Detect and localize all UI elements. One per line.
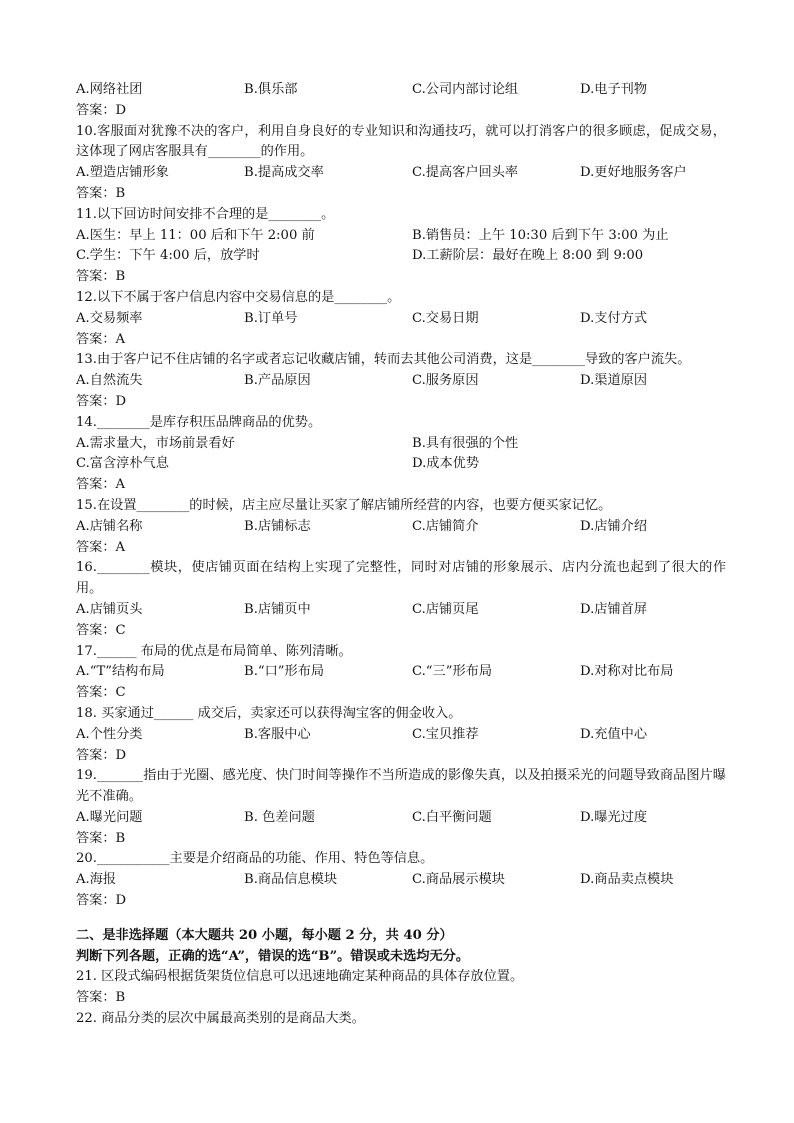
option-b: B.店铺标志 xyxy=(244,518,311,534)
option-a: A.曝光问题 xyxy=(76,809,143,825)
question-text: 16.________模块，使店铺页面在结构上实现了完整性，同时对店铺的形象展示、店内分流也起到了很大的作用。 xyxy=(76,560,726,597)
option: A.需求量大，市场前景看好 xyxy=(76,435,235,451)
answer: 答案：B xyxy=(76,990,126,1006)
option-c: C.交易日期 xyxy=(412,310,479,326)
answer: 答案：D xyxy=(76,747,127,763)
option-a: A.海报 xyxy=(76,872,117,888)
answer: 答案：B xyxy=(76,269,126,285)
option-c: C.“三”形布局 xyxy=(412,664,493,680)
option-row xyxy=(76,434,726,455)
answer: 答案：B xyxy=(76,830,126,846)
option-c: C.提高客户回头率 xyxy=(412,165,519,181)
option: B.具有很强的个性 xyxy=(412,435,519,451)
answer: 答案：D xyxy=(76,393,127,409)
option-c: C.商品展示模块 xyxy=(412,872,505,888)
exam-page xyxy=(76,80,726,1030)
section-heading: 二、是非选择题（本大题共 20 小题，每小题 2 分，共 40 分） xyxy=(76,927,453,943)
question-text: 15.在设置________的时候，店主应尽量让买家了解店铺所经营的内容，也要方便买家记忆。 xyxy=(76,497,612,513)
question-text: 10.客服面对犹豫不决的客户，利用自身良好的专业知识和沟通技巧，就可以打消客户的很多顾虑，促成交易，这体现了网店客服具有________的作用。 xyxy=(76,123,726,160)
option: D.成本优势 xyxy=(412,456,480,472)
option-a: A.网络社团 xyxy=(76,82,143,97)
option-b: B.产品原因 xyxy=(244,373,311,389)
answer: 答案：A xyxy=(76,331,126,347)
option-d: D.充值中心 xyxy=(580,726,648,742)
option-c: C.店铺页尾 xyxy=(412,601,479,617)
answer: 答案：A xyxy=(76,477,126,493)
option-d: D.渠道原因 xyxy=(580,373,648,389)
answer: 答案：A xyxy=(76,539,126,555)
option-d: D.店铺介绍 xyxy=(580,518,648,534)
option: D.工薪阶层：最好在晚上 8:00 到 9:00 xyxy=(412,248,644,264)
option-c: C.店铺简介 xyxy=(412,518,479,534)
answer: 答案：B xyxy=(76,185,126,201)
question-text: 21. 区段式编码根据货架货位信息可以迅速地确定某种商品的具体存放位置。 xyxy=(76,969,524,985)
option-b: B.“口”形布局 xyxy=(244,664,325,680)
option-row xyxy=(76,163,726,184)
option-row xyxy=(76,662,726,683)
answer: 答案：D xyxy=(76,893,127,909)
option-row xyxy=(76,226,726,247)
option-a: A.交易频率 xyxy=(76,310,143,326)
question-text: 17.______ 布局的优点是布局简单、陈列清晰。 xyxy=(76,643,352,659)
option-a: A.“T”结构布局 xyxy=(76,664,165,680)
question-text: 14.________是库存积压品牌商品的优势。 xyxy=(76,414,322,430)
option-d: D.更好地服务客户 xyxy=(580,165,687,181)
option-b: B.商品信息模块 xyxy=(244,872,338,888)
option-c: C.宝贝推荐 xyxy=(412,726,479,742)
answer: 答案：C xyxy=(76,685,126,701)
option-d: D.对称对比布局 xyxy=(580,664,674,680)
option-row xyxy=(76,517,726,538)
instruction: 判断下列各题，正确的选“A”，错误的选“B”。错误或未选均无分。 xyxy=(76,948,470,964)
option-b: B. 色差问题 xyxy=(244,809,315,825)
option: C.学生：下午 4:00 后，放学时 xyxy=(76,248,260,264)
option-row xyxy=(76,600,726,621)
option-row xyxy=(76,371,726,392)
answer: 答案：C xyxy=(76,622,126,638)
option-row xyxy=(76,725,726,746)
answer: 答案：D xyxy=(76,102,127,118)
option-b: B.俱乐部 xyxy=(244,82,298,97)
question-text: 12.以下不属于客户信息内容中交易信息的是________。 xyxy=(76,289,401,305)
option: A.医生：早上 11：00 后和下午 2:00 前 xyxy=(76,227,315,243)
option-b: B.店铺页中 xyxy=(244,601,311,617)
option-b: B.客服中心 xyxy=(244,726,311,742)
option-a: A.自然流失 xyxy=(76,373,143,389)
option-d: D.支付方式 xyxy=(580,310,648,326)
question-text: 18. 买家通过______ 成交后，卖家还可以获得淘宝客的佣金收入。 xyxy=(76,705,462,721)
option-c: C.服务原因 xyxy=(412,373,479,389)
option-c: C.公司内部讨论组 xyxy=(412,82,519,97)
question-text: 19._______指由于光圈、感光度、快门时间等操作不当所造成的影像失真，以及拍摄采光的问题导致商品图片曝光不准确。 xyxy=(76,768,726,805)
option-d: D.电子刊物 xyxy=(580,82,648,97)
option-a: A.店铺名称 xyxy=(76,518,143,534)
question-text: 13.由于客户记不住店铺的名字或者忘记收藏店铺，转而去其他公司消费，这是________导致的客户流失。 xyxy=(76,352,691,368)
option-a: A.个性分类 xyxy=(76,726,143,742)
option-row xyxy=(76,808,726,829)
option-row xyxy=(76,80,726,101)
option-row xyxy=(76,454,726,475)
option-a: A.塑造店铺形象 xyxy=(76,165,169,181)
option-c: C.白平衡问题 xyxy=(412,809,492,825)
option-d: D.店铺首屏 xyxy=(580,601,648,617)
option-a: A.店铺页头 xyxy=(76,601,143,617)
option-b: B.提高成交率 xyxy=(244,165,324,181)
question-text: 20.___________主要是介绍商品的功能、作用、特色等信息。 xyxy=(76,851,434,867)
option-row xyxy=(76,246,726,267)
option-d: D.曝光过度 xyxy=(580,809,648,825)
question-text: 22. 商品分类的层次中属最高类别的是商品大类。 xyxy=(76,1011,365,1027)
option-b: B.订单号 xyxy=(244,310,298,326)
option-row xyxy=(76,870,726,891)
option: B.销售员：上午 10:30 后到下午 3:00 为止 xyxy=(412,227,669,243)
question-text: 11.以下回访时间安排不合理的是________。 xyxy=(76,206,335,222)
option: C.富含淳朴气息 xyxy=(76,456,169,472)
option-row xyxy=(76,309,726,330)
option-d: D.商品卖点模块 xyxy=(580,872,674,888)
